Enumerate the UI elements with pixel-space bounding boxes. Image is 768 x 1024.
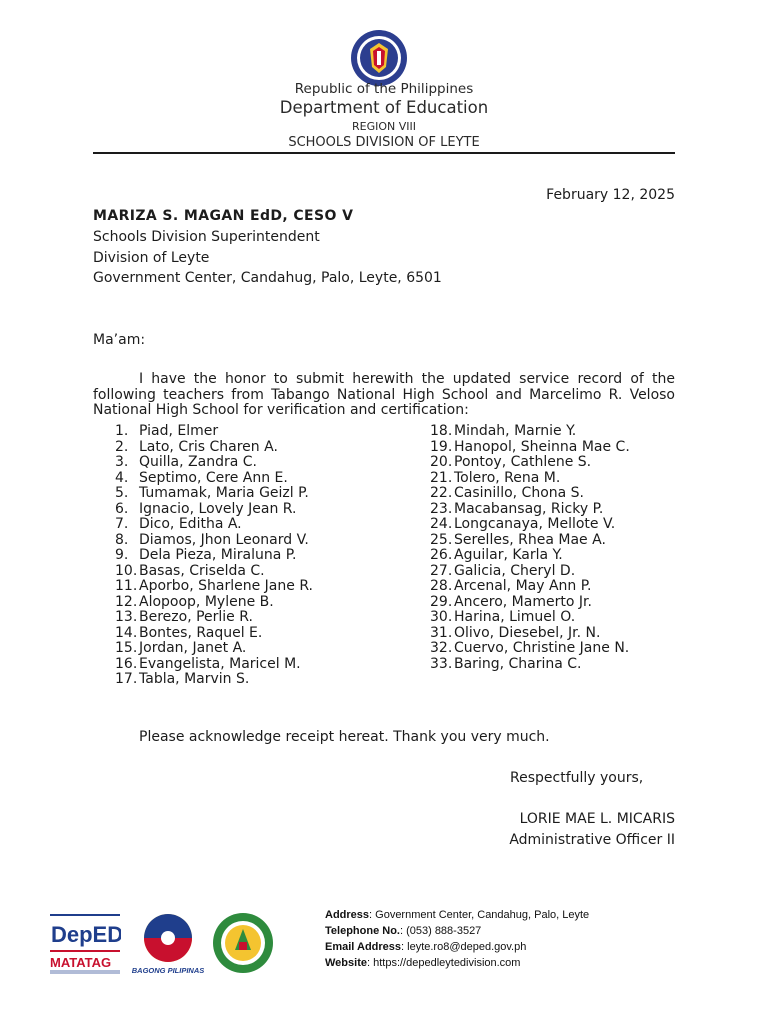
teacher-name: Piad, Elmer: [139, 423, 219, 439]
teacher-list-item: [115, 424, 313, 440]
teacher-list-item: [430, 657, 630, 673]
letter-body: I have the honor to submit herewith the updated service record of the following teachers from Tabango National High School and Marcelimo R. Veloso National High School for verification and certification:: [93, 371, 675, 418]
teacher-number: 9.: [115, 547, 129, 563]
teacher-list-item: [430, 533, 630, 549]
website-link[interactable]: : https://depedleytedivision.com: [366, 957, 521, 969]
teacher-name: Diamos, Jhon Leonard V.: [139, 531, 309, 548]
teacher-name: Galicia, Cheryl D.: [454, 562, 576, 579]
teacher-list-item: [115, 657, 313, 673]
teacher-number: 19.: [430, 438, 453, 455]
header-region: REGION VIII: [351, 120, 416, 133]
teacher-name: Aguilar, Karla Y.: [454, 547, 563, 563]
acknowledge-text: Please acknowledge receipt hereat. Thank you very much.: [139, 729, 550, 745]
teacher-name: Olivo, Diesebel, Jr. N.: [454, 624, 601, 641]
teacher-list-item: [115, 548, 313, 564]
teacher-list-item: [115, 610, 313, 626]
teacher-list-item: [430, 440, 630, 456]
teacher-number: 6.: [115, 500, 129, 517]
teacher-number: 22.: [430, 485, 453, 501]
teacher-list-item: [115, 626, 313, 642]
teacher-number: 17.: [115, 671, 138, 687]
signatory-name: LORIE MAE L. MICARIS: [519, 811, 675, 827]
teacher-number: 16.: [115, 655, 138, 672]
teacher-number: 25.: [430, 531, 453, 548]
footer-address-row: Address: Government Center, Candahug, Palo, Leyte: [325, 909, 590, 921]
bagong-pilipinas-logo: [132, 910, 204, 976]
teacher-name: Berezo, Perlie R.: [139, 609, 253, 625]
email-link[interactable]: : leyte.ro8@deped.gov.ph: [401, 941, 527, 953]
teacher-list-column-1: [115, 424, 313, 688]
teacher-number: 1.: [115, 423, 129, 439]
teacher-name: Lato, Cris Charen A.: [139, 438, 278, 455]
teacher-list-item: [430, 486, 630, 502]
teacher-name: Serelles, Rhea Mae A.: [454, 531, 606, 548]
teacher-number: 28.: [430, 578, 453, 594]
teacher-name: Ancero, Mamerto Jr.: [454, 593, 592, 610]
teacher-number: 3.: [115, 454, 129, 470]
teacher-list-item: [430, 579, 630, 595]
teacher-list-item: [430, 564, 630, 580]
teacher-name: Jordan, Janet A.: [139, 640, 247, 656]
addressee-address: Government Center, Candahug, Palo, Leyte, 6501: [93, 270, 442, 286]
teacher-list-item: [430, 455, 630, 471]
teacher-name: Septimo, Cere Ann E.: [139, 469, 288, 486]
teacher-number: 11.: [115, 578, 138, 594]
signatory-position: Administrative Officer II: [509, 832, 675, 848]
teacher-name: Mindah, Marnie Y.: [454, 423, 577, 439]
footer-email-row[interactable]: Email Address: leyte.ro8@deped.gov.ph: [325, 941, 527, 953]
teacher-list-item: [115, 533, 313, 549]
teacher-list-item: [430, 517, 630, 533]
bagong-wordmark: BAGONG PILIPINAS: [132, 966, 204, 975]
teacher-list-item: [430, 595, 630, 611]
teacher-name: Hanopol, Sheinna Mae C.: [454, 438, 630, 455]
teacher-number: 14.: [115, 624, 138, 641]
teacher-list-item: [115, 595, 313, 611]
teacher-list-item: [430, 424, 630, 440]
deped-matatag-logo: [49, 912, 121, 976]
closing: Respectfully yours,: [510, 770, 644, 786]
teacher-number: 21.: [430, 469, 453, 486]
addressee-division: Division of Leyte: [93, 250, 210, 266]
teacher-list-item: [430, 626, 630, 642]
teacher-number: 27.: [430, 562, 453, 579]
teacher-list-item: [115, 564, 313, 580]
deped-seal-logo: [350, 29, 408, 87]
teacher-number: 15.: [115, 640, 138, 656]
teacher-name: Bontes, Raquel E.: [139, 624, 263, 641]
teacher-name: Ignacio, Lovely Jean R.: [139, 500, 297, 517]
addressee-title: Schools Division Superintendent: [93, 229, 320, 245]
teacher-name: Aporbo, Sharlene Jane R.: [139, 578, 313, 594]
teacher-list-item: [115, 672, 313, 688]
header-division: SCHOOLS DIVISION OF LEYTE: [288, 135, 480, 150]
teacher-name: Harina, Limuel O.: [454, 609, 576, 625]
teacher-name: Casinillo, Chona S.: [454, 485, 584, 501]
teacher-number: 23.: [430, 500, 453, 517]
teacher-number: 10.: [115, 562, 138, 579]
header-divider: [93, 152, 675, 154]
teacher-name: Macabansag, Ricky P.: [454, 500, 604, 517]
teacher-list-item: [115, 641, 313, 657]
matatag-wordmark: MATATAG: [50, 955, 112, 970]
teacher-name: Pontoy, Cathlene S.: [454, 454, 592, 470]
teacher-list-item: [430, 502, 630, 518]
teacher-name: Evangelista, Maricel M.: [139, 655, 301, 672]
teacher-number: 4.: [115, 469, 129, 486]
teacher-name: Arcenal, May Ann P.: [454, 578, 592, 594]
teacher-number: 2.: [115, 438, 129, 455]
footer-website-row[interactable]: Website: https://depedleytedivision.com: [325, 957, 521, 969]
teacher-name: Tumamak, Maria Geizl P.: [139, 485, 309, 501]
deped-wordmark: DepED: [51, 922, 121, 947]
teacher-number: 30.: [430, 609, 453, 625]
teacher-list-item: [430, 641, 630, 657]
teacher-number: 18.: [430, 423, 453, 439]
teacher-list-item: [115, 471, 313, 487]
teacher-number: 31.: [430, 624, 453, 641]
teacher-number: 33.: [430, 655, 453, 672]
teacher-list-item: [430, 471, 630, 487]
teacher-number: 12.: [115, 593, 138, 610]
teacher-name: Tolero, Rena M.: [454, 469, 561, 486]
footer-contact: [325, 907, 589, 971]
teacher-list-item: [430, 610, 630, 626]
teacher-name: Quilla, Zandra C.: [139, 454, 257, 470]
schools-division-leyte-logo: [212, 912, 274, 974]
teacher-list-item: [115, 517, 313, 533]
teacher-name: Basas, Criselda C.: [139, 562, 265, 579]
teacher-name: Dico, Editha A.: [139, 516, 242, 532]
header-republic: Republic of the Philippines: [294, 81, 474, 97]
teacher-number: 29.: [430, 593, 453, 610]
teacher-number: 26.: [430, 547, 453, 563]
teacher-number: 13.: [115, 609, 138, 625]
teacher-name: Alopoop, Mylene B.: [139, 593, 274, 610]
teacher-number: 7.: [115, 516, 129, 532]
teacher-number: 32.: [430, 640, 453, 656]
footer-telephone-row: Telephone No.: (053) 888-3527: [325, 925, 482, 937]
teacher-list-item: [115, 455, 313, 471]
teacher-list-item: [115, 502, 313, 518]
teacher-name: Baring, Charina C.: [454, 655, 582, 672]
teacher-name: Cuervo, Christine Jane N.: [454, 640, 630, 656]
teacher-number: 8.: [115, 531, 129, 548]
teacher-list-item: [115, 486, 313, 502]
salutation: Ma’am:: [93, 332, 146, 348]
addressee-name: MARIZA S. MAGAN EdD, CESO V: [93, 208, 354, 224]
teacher-list-item: [115, 579, 313, 595]
teacher-number: 20.: [430, 454, 453, 470]
header-department: Department of Education: [279, 98, 489, 117]
teacher-number: 24.: [430, 516, 453, 532]
letter-date: February 12, 2025: [546, 187, 675, 203]
teacher-number: 5.: [115, 485, 129, 501]
teacher-list-item: [430, 548, 630, 564]
teacher-list-item: [115, 440, 313, 456]
teacher-name: Dela Pieza, Miraluna P.: [139, 547, 297, 563]
teacher-name: Tabla, Marvin S.: [139, 671, 250, 687]
teacher-list-column-2: [430, 424, 630, 672]
teacher-name: Longcanaya, Mellote V.: [454, 516, 616, 532]
